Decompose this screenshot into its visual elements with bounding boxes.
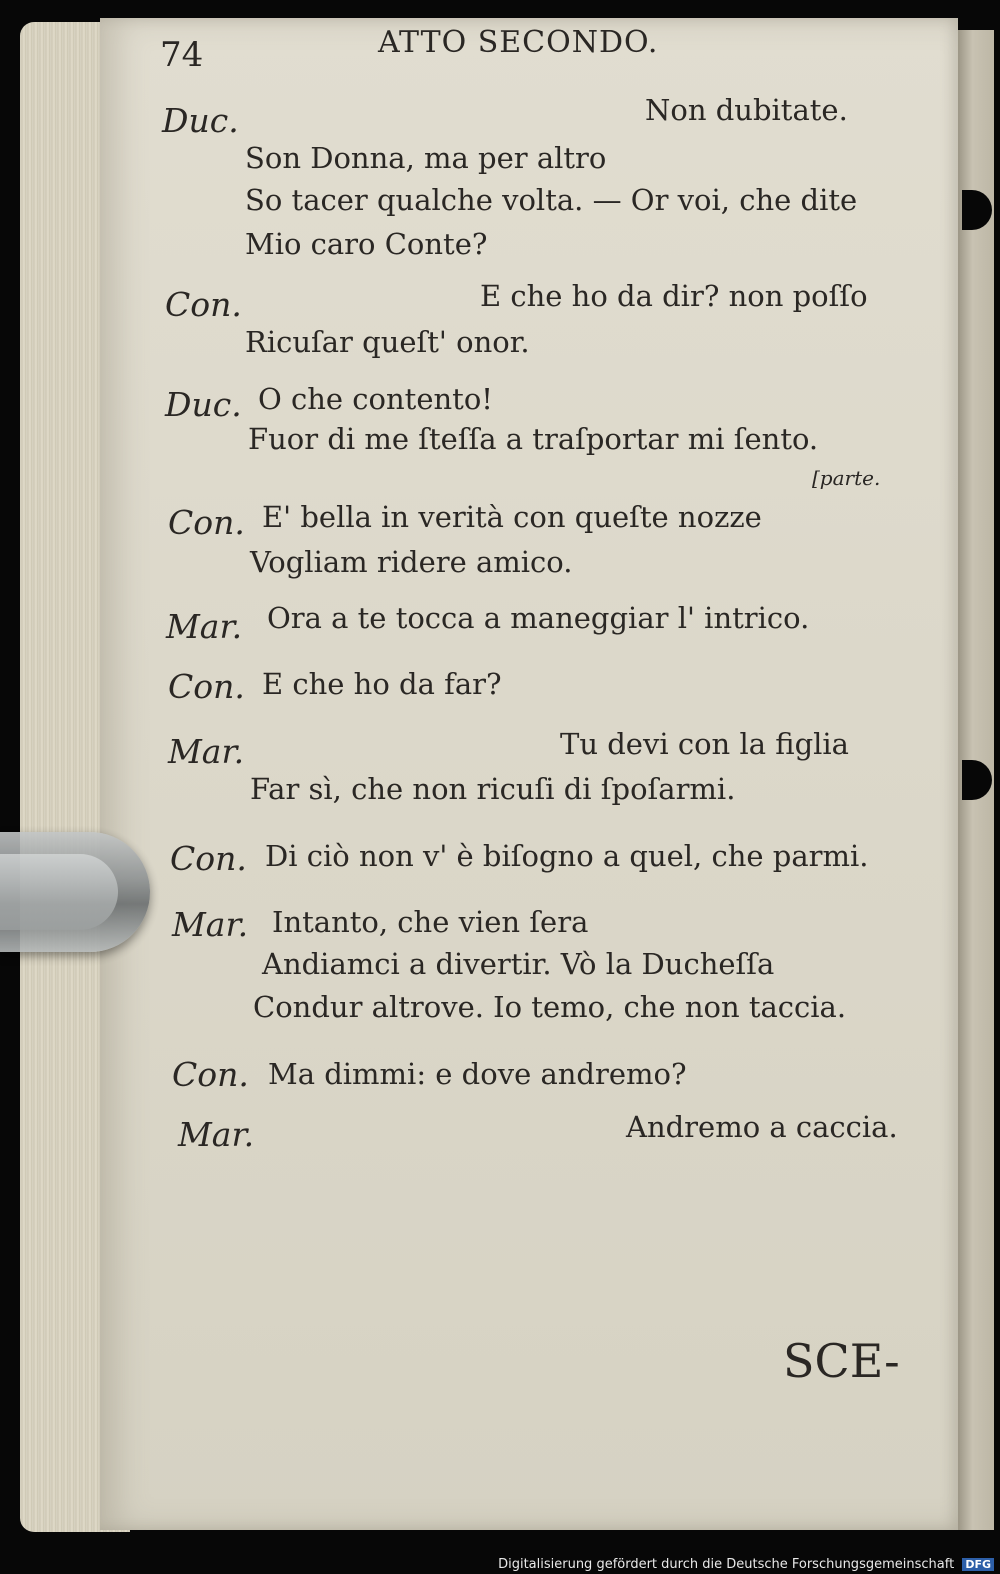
speaker-label: Mar. bbox=[166, 607, 243, 646]
verse-line: E che ho da dir? non poſſo bbox=[480, 279, 868, 313]
speaker-label: Duc. bbox=[165, 385, 242, 424]
verse-line: E' bella in verità con queſte nozze bbox=[262, 500, 762, 534]
verse-line: Non dubitate. bbox=[645, 93, 848, 127]
speaker-label: Mar. bbox=[168, 732, 245, 771]
verse-line: Mio caro Conte? bbox=[245, 227, 488, 261]
verse-line: Ora a te tocca a maneggiar l' intrico. bbox=[267, 601, 810, 635]
verse-line: Vogliam ridere amico. bbox=[250, 545, 573, 579]
verse-line: Condur altrove. Io temo, che non taccia. bbox=[253, 990, 847, 1024]
speaker-label: Con. bbox=[172, 1055, 249, 1094]
footer-text: Digitalisierung gefördert durch die Deutsche Forschungsgemeinschaft bbox=[498, 1557, 955, 1572]
speaker-label: Mar. bbox=[172, 905, 249, 944]
verse-line: Fuor di me ſteſſa a traſportar mi ſento. bbox=[248, 422, 819, 456]
running-title: ATTO SECONDO. bbox=[378, 25, 659, 60]
catchword: SCE- bbox=[783, 1334, 900, 1388]
stage-direction: [parte. bbox=[812, 466, 881, 490]
page-number: 74 bbox=[160, 35, 204, 75]
page-clip-highlight bbox=[0, 854, 118, 930]
verse-line: Ma dimmi: e dove andremo? bbox=[268, 1057, 687, 1091]
verse-line: Andiamci a divertir. Vò la Ducheſſa bbox=[262, 947, 775, 981]
verse-line: Son Donna, ma per altro bbox=[245, 141, 607, 175]
speaker-label: Con. bbox=[170, 839, 247, 878]
digitization-footer bbox=[498, 1557, 994, 1572]
verse-line: Di ciò non v' è biſogno a quel, che parmi. bbox=[265, 839, 869, 873]
verse-line: E che ho da far? bbox=[262, 667, 502, 701]
verse-line: Andremo a caccia. bbox=[626, 1110, 898, 1144]
speaker-label: Con. bbox=[168, 667, 245, 706]
verse-line: Intanto, che vien ſera bbox=[272, 905, 589, 939]
dfg-logo: DFG bbox=[962, 1558, 994, 1571]
speaker-label: Con. bbox=[165, 285, 242, 324]
verse-line: Tu devi con la figlia bbox=[560, 727, 849, 761]
verse-line: So tacer qualche volta. — Or voi, che dite bbox=[245, 183, 858, 217]
verse-line: Far sì, che non ricuſi di ſpoſarmi. bbox=[250, 772, 736, 806]
verse-line: O che contento! bbox=[258, 382, 493, 416]
verse-line: Ricuſar queſt' onor. bbox=[245, 325, 530, 359]
speaker-label: Duc. bbox=[162, 101, 239, 140]
speaker-label: Con. bbox=[168, 503, 245, 542]
speaker-label: Mar. bbox=[178, 1115, 255, 1154]
